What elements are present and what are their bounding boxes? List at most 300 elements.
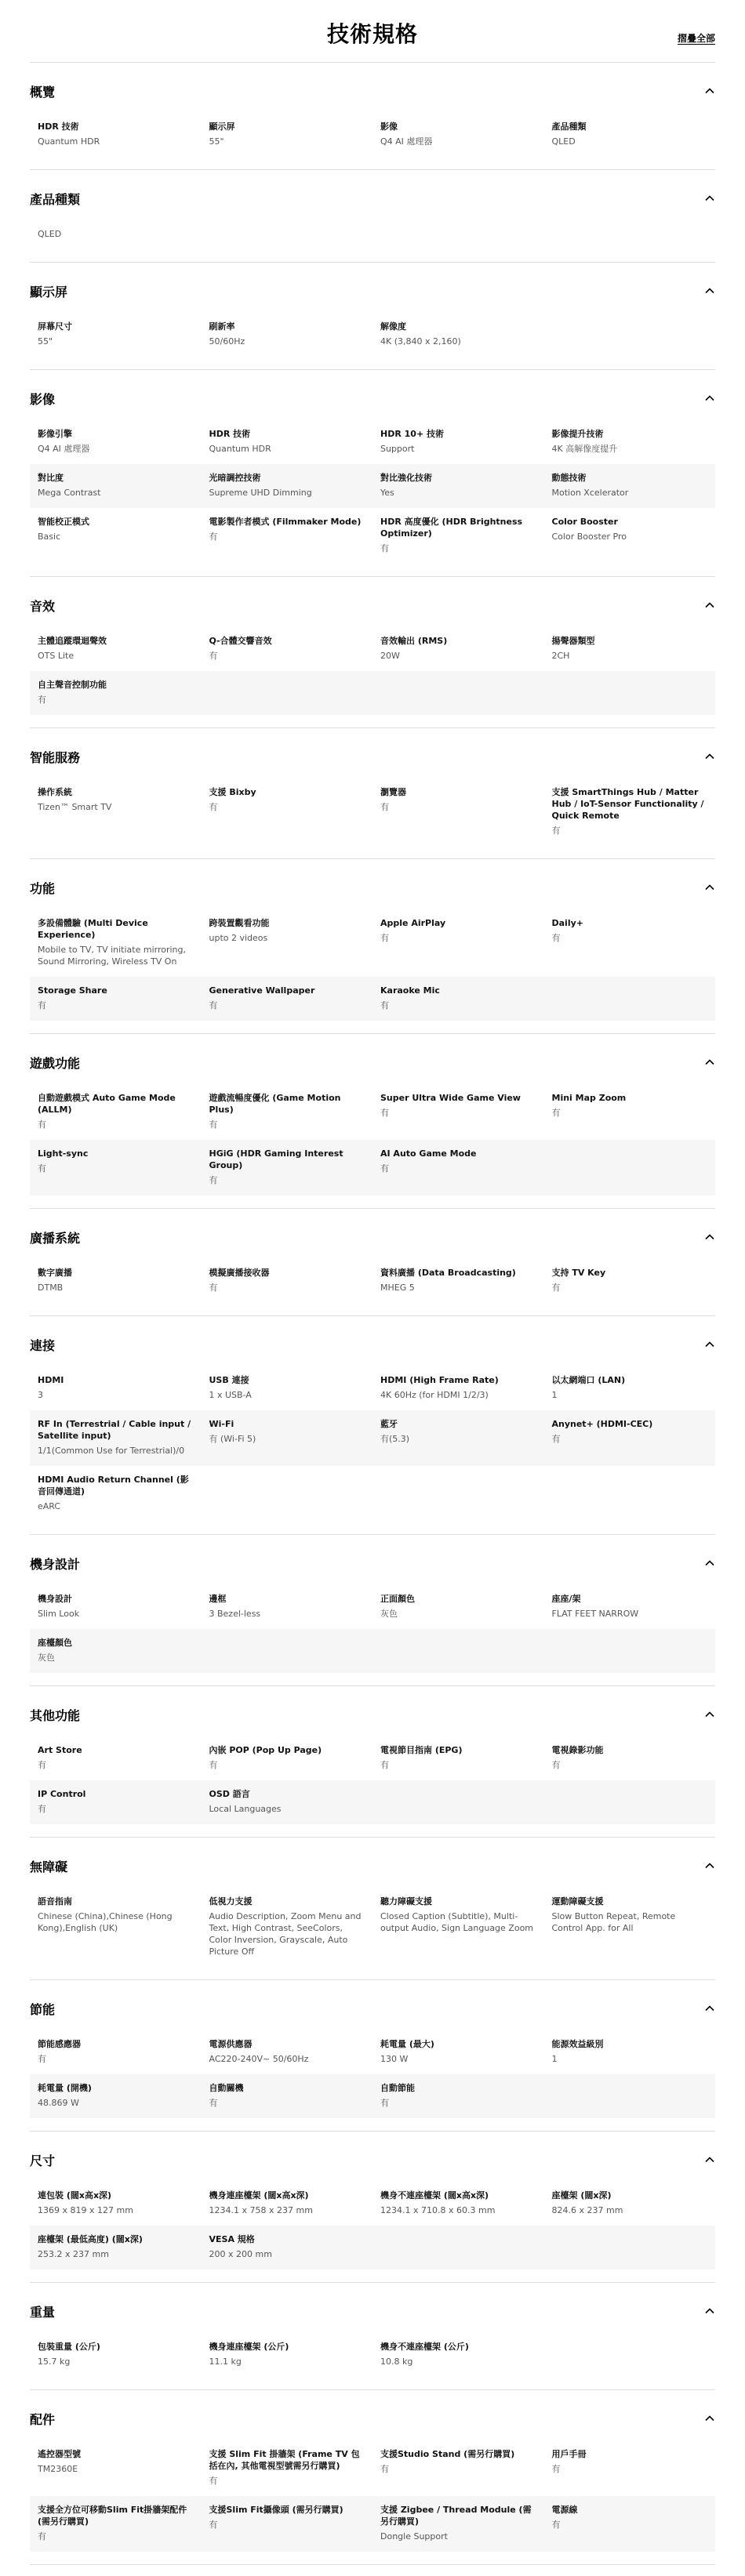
- spec-label: RF In (Terrestrial / Cable input / Satellite input): [38, 1419, 191, 1441]
- spec-item: [209, 1744, 365, 1771]
- chevron-up-icon[interactable]: [704, 882, 715, 893]
- spec-value: Slim Look: [38, 1609, 80, 1619]
- spec-label: 自主聲音控制功能: [38, 680, 107, 690]
- spec-value: 15.7 kg: [38, 2356, 71, 2367]
- spec-item: [380, 1092, 536, 1130]
- spec-label: 遙控器型號: [38, 2449, 81, 2459]
- spec-item: [552, 635, 708, 662]
- spec-item: [38, 1374, 194, 1401]
- spec-label: Apple AirPlay: [380, 918, 446, 928]
- spec-section: [30, 263, 715, 370]
- spec-row: [30, 671, 715, 715]
- spec-value: 1234.1 x 758 x 237 mm: [209, 2205, 313, 2215]
- spec-label: HDMI (High Frame Rate): [380, 1375, 499, 1385]
- spec-item: [380, 516, 536, 554]
- section-title: 音效: [30, 598, 56, 614]
- spec-label: 電源線: [551, 2505, 578, 2515]
- spec-item: [380, 2038, 536, 2065]
- spec-label: 支援 Bixby: [209, 787, 256, 797]
- spec-section: [30, 1535, 715, 1686]
- chevron-up-icon[interactable]: [704, 600, 715, 611]
- spec-item: [38, 1788, 194, 1815]
- spec-item: [38, 786, 194, 836]
- spec-label: 屏幕尺寸: [38, 321, 72, 332]
- spec-row: [30, 1366, 715, 1410]
- spec-item: [38, 985, 194, 1011]
- spec-label: 支援 Zigbee / Thread Module (需另行購買): [380, 2505, 532, 2527]
- spec-item: [38, 2190, 194, 2216]
- section-title: 其他功能: [30, 1707, 81, 1723]
- section-header[interactable]: [30, 1838, 715, 1877]
- section-header[interactable]: [30, 2283, 715, 2322]
- section-header[interactable]: [30, 728, 715, 767]
- spec-item: [552, 2190, 708, 2216]
- spec-item: [38, 1092, 194, 1130]
- spec-item: [38, 472, 194, 499]
- spec-value: upto 2 videos: [209, 933, 268, 943]
- spec-label: 自動關機: [209, 2083, 244, 2093]
- spec-row: [30, 2074, 715, 2118]
- spec-value: 有: [209, 1175, 218, 1185]
- spec-item: [380, 1418, 536, 1457]
- spec-label: USB 連接: [209, 1375, 249, 1385]
- spec-value: 1369 x 819 x 127 mm: [38, 2205, 133, 2215]
- spec-label: 座座/架: [551, 1594, 581, 1604]
- section-header[interactable]: [30, 1316, 715, 1355]
- spec-item: [380, 1267, 536, 1293]
- spec-label: Q-合體交響音效: [209, 636, 272, 646]
- spec-value: 有: [209, 532, 218, 542]
- spec-item: [38, 1418, 194, 1457]
- spec-label: 耗電量 (開機): [38, 2083, 92, 2093]
- spec-item: [38, 428, 194, 455]
- spec-label: 聽力障礙支援: [380, 1896, 432, 1907]
- chevron-up-icon[interactable]: [704, 2306, 715, 2317]
- spec-item: [38, 2341, 194, 2367]
- spec-row: [30, 1629, 715, 1673]
- spec-row: [30, 1736, 715, 1780]
- spec-label: 電視錄影功能: [551, 1745, 604, 1755]
- spec-value: 有: [551, 933, 561, 943]
- spec-item: [380, 635, 536, 662]
- spec-label: 機身不連座檯架 (公斤): [380, 2342, 469, 2352]
- section-header[interactable]: [30, 1209, 715, 1248]
- spec-item: [380, 985, 536, 1011]
- spec-value: 有: [209, 1119, 218, 1130]
- spec-value: 200 x 200 mm: [209, 2249, 272, 2259]
- section-header[interactable]: [30, 1535, 715, 1574]
- spec-value: MHEG 5: [380, 1283, 415, 1293]
- spec-label: 支援Slim Fit攝像頭 (需另行購買): [209, 2505, 343, 2515]
- spec-item: [209, 635, 365, 662]
- spec-value: 有: [38, 1804, 46, 1814]
- spec-item: [380, 472, 536, 499]
- spec-item: [209, 2448, 365, 2487]
- spec-section: [30, 859, 715, 1034]
- spec-value: Supreme UHD Dimming: [209, 488, 312, 498]
- spec-label: Mini Map Zoom: [551, 1093, 627, 1103]
- spec-item: [380, 1593, 536, 1620]
- spec-section: [30, 1838, 715, 1980]
- chevron-up-icon[interactable]: [704, 751, 715, 762]
- spec-label: 對比強化技術: [380, 473, 432, 483]
- spec-label: 揚聲器類型: [551, 636, 595, 646]
- section-header[interactable]: [30, 859, 715, 898]
- spec-section: [30, 170, 715, 263]
- section-title: 連接: [30, 1337, 56, 1353]
- spec-value: Local Languages: [209, 1804, 282, 1814]
- spec-value: 4K 高解像度提升: [551, 444, 618, 454]
- spec-value: Support: [380, 444, 415, 454]
- spec-item: [552, 2038, 708, 2065]
- spec-section: [30, 1209, 715, 1316]
- section-header[interactable]: [30, 577, 715, 616]
- spec-label: 主體追蹤環迴聲效: [38, 636, 107, 646]
- spec-item: [209, 1092, 365, 1130]
- section-header[interactable]: [30, 1980, 715, 2019]
- spec-label: 刷新率: [209, 321, 235, 332]
- spec-label: 座檯架 (最低高度) (闊x深): [38, 2234, 143, 2244]
- section-title: 尺寸: [30, 2153, 56, 2168]
- spec-item: [209, 428, 365, 455]
- section-title: 智能服務: [30, 749, 81, 765]
- section-title: 機身設計: [30, 1556, 81, 1572]
- spec-item: [38, 2233, 194, 2260]
- spec-row: [30, 2030, 715, 2074]
- spec-label: HDR 技術: [38, 122, 79, 132]
- spec-item: [38, 2448, 194, 2487]
- spec-value: 1: [551, 2054, 558, 2064]
- spec-label: HDMI: [38, 1375, 64, 1385]
- spec-item: [552, 516, 708, 554]
- spec-value: Quantum HDR: [209, 444, 271, 454]
- chevron-up-icon[interactable]: [704, 1558, 715, 1569]
- spec-item: [209, 1593, 365, 1620]
- spec-value: Q4 AI 處理器: [38, 444, 90, 454]
- spec-item: [380, 786, 536, 836]
- spec-label: Art Store: [38, 1745, 82, 1755]
- spec-item: [380, 321, 536, 347]
- spec-item: [552, 1092, 708, 1130]
- spec-item: [209, 917, 365, 967]
- spec-item: [552, 428, 708, 455]
- spec-value: 有: [38, 1119, 46, 1130]
- spec-value: DTMB: [38, 1283, 64, 1293]
- spec-item: [552, 2448, 708, 2487]
- spec-value: 有: [551, 1434, 561, 1444]
- spec-value: 有: [209, 2520, 218, 2530]
- spec-row: [30, 977, 715, 1021]
- section-header[interactable]: [30, 263, 715, 302]
- spec-item: [38, 1593, 194, 1620]
- spec-value: AC220-240V~ 50/60Hz: [209, 2054, 309, 2064]
- spec-label: 低視力支援: [209, 1896, 253, 1907]
- spec-row: [30, 2333, 715, 2377]
- spec-item: [209, 2190, 365, 2216]
- spec-label: Super Ultra Wide Game View: [380, 1093, 521, 1103]
- spec-row: [30, 1084, 715, 1140]
- section-title: 功能: [30, 880, 56, 896]
- spec-label: 數字廣播: [38, 1268, 72, 1278]
- spec-value: Yes: [380, 488, 394, 498]
- spec-label: 智能校正模式: [38, 517, 89, 527]
- spec-value: Motion Xcelerator: [551, 488, 629, 498]
- spec-label: 自動遊戲模式 Auto Game Mode (ALLM): [38, 1093, 176, 1115]
- spec-label: 遊戲流暢度優化 (Game Motion Plus): [209, 1093, 341, 1115]
- spec-value: 3: [38, 1390, 43, 1400]
- spec-item: [38, 1637, 194, 1664]
- spec-item: [380, 428, 536, 455]
- spec-item: [209, 2233, 365, 2260]
- spec-value: Closed Caption (Subtitle), Multi-output Audio, Sign Language Zoom: [380, 1911, 534, 1933]
- section-header[interactable]: [30, 1034, 715, 1073]
- spec-item: [38, 1744, 194, 1771]
- spec-value: 824.6 x 237 mm: [551, 2205, 623, 2215]
- spec-item: [209, 1418, 365, 1457]
- spec-label: 支援Studio Stand (需另行購買): [380, 2449, 515, 2459]
- chevron-up-icon[interactable]: [704, 1232, 715, 1243]
- spec-item: [38, 679, 194, 706]
- spec-label: 音效輸出 (RMS): [380, 636, 448, 646]
- spec-value: 50/60Hz: [209, 336, 245, 346]
- page-title: 技術規格: [326, 21, 418, 47]
- section-header[interactable]: [30, 2390, 715, 2429]
- spec-value: 有: [38, 2054, 46, 2064]
- spec-item: [552, 121, 708, 147]
- spec-value: 有: [380, 1163, 389, 1174]
- spec-value: 有: [380, 2464, 389, 2474]
- section-header[interactable]: [30, 1686, 715, 1725]
- section-title: 無障礙: [30, 1859, 68, 1874]
- spec-value: 有: [380, 802, 389, 812]
- spec-label: 產品種類: [551, 122, 587, 132]
- spec-value: 4K (3,840 x 2,160): [380, 336, 461, 346]
- section-header[interactable]: [30, 63, 715, 102]
- spec-value: 有: [551, 1760, 561, 1770]
- spec-value: 有: [209, 1000, 218, 1010]
- spec-item: [380, 1896, 536, 1957]
- chevron-up-icon[interactable]: [704, 1057, 715, 1068]
- spec-item: [38, 635, 194, 662]
- spec-value: Audio Description, Zoom Menu and Text, High Contrast, SeeColors, Color Inversion, Grayscale, Auto Picture Off: [209, 1911, 362, 1957]
- spec-item: [209, 1148, 365, 1186]
- spec-value: 有: [209, 1283, 218, 1293]
- spec-value: 1/1(Common Use for Terrestrial)/0: [38, 1446, 185, 1456]
- spec-item: [38, 2504, 194, 2542]
- section-header[interactable]: [30, 170, 715, 209]
- section-header[interactable]: [30, 370, 715, 409]
- spec-item: [209, 2341, 365, 2367]
- spec-value: 有: [380, 1760, 389, 1770]
- chevron-up-icon[interactable]: [704, 1709, 715, 1720]
- section-title: 影像: [30, 391, 56, 407]
- spec-item: [380, 2448, 536, 2487]
- spec-label: HDR 10+ 技術: [380, 429, 444, 439]
- spec-item: [552, 1744, 708, 1771]
- spec-value: 有: [380, 1000, 389, 1010]
- chevron-up-icon[interactable]: [704, 2154, 715, 2165]
- spec-value: 有: [38, 695, 46, 705]
- spec-value: 灰色: [38, 1653, 55, 1663]
- spec-row: [30, 2496, 715, 2552]
- spec-value: Slow Button Repeat, Remote Control App. for All: [551, 1911, 676, 1933]
- spec-label: 語音指南: [38, 1896, 72, 1907]
- spec-value: 有: [209, 1760, 218, 1770]
- chevron-up-icon[interactable]: [704, 2003, 715, 2014]
- spec-value: 55": [38, 336, 53, 346]
- spec-value: 有: [380, 2098, 389, 2108]
- spec-label: 節能感應器: [38, 2039, 81, 2049]
- spec-label: 機身設計: [38, 1594, 72, 1604]
- spec-label: 影像: [380, 122, 398, 132]
- spec-row: [30, 313, 715, 357]
- spec-label: 支援全方位可移動Slim Fit掛牆架配件 (需另行購買): [38, 2505, 187, 2527]
- spec-label: HDMI Audio Return Channel (影音回傳通道): [38, 1475, 189, 1497]
- spec-value: Chinese (China),Chinese (Hong Kong),English (UK): [38, 1911, 173, 1933]
- spec-value: 130 W: [380, 2054, 409, 2064]
- spec-row: [30, 1888, 715, 1967]
- spec-label: AI Auto Game Mode: [380, 1148, 477, 1159]
- spec-row: [30, 1259, 715, 1303]
- spec-section: [30, 728, 715, 859]
- spec-section: [30, 2390, 715, 2565]
- spec-value: 4K 60Hz (for HDMI 1/2/3): [380, 1390, 489, 1400]
- spec-label: 瀏覽器: [380, 787, 406, 797]
- spec-item: [552, 1896, 708, 1957]
- spec-section: [30, 370, 715, 577]
- spec-label: 連包裝 (闊x高x深): [38, 2190, 112, 2200]
- spec-label: OSD 語言: [209, 1789, 250, 1799]
- spec-value: 10.8 kg: [380, 2356, 413, 2367]
- spec-item: [380, 2190, 536, 2216]
- chevron-up-icon[interactable]: [704, 393, 715, 404]
- chevron-up-icon[interactable]: [704, 1339, 715, 1350]
- spec-section: [30, 577, 715, 728]
- spec-label: 座檯顏色: [38, 1638, 72, 1648]
- spec-label: Color Booster: [551, 517, 618, 527]
- spec-value: 3 Bezel-less: [209, 1609, 261, 1619]
- spec-item: [38, 917, 194, 967]
- spec-label: 顯示屏: [209, 122, 235, 132]
- spec-row: [30, 1410, 715, 1466]
- spec-row: [30, 420, 715, 464]
- spec-item: [209, 121, 365, 147]
- spec-value: 1 x USB-A: [209, 1390, 252, 1400]
- spec-value: 55": [209, 136, 224, 147]
- spec-value: 20W: [380, 651, 400, 661]
- spec-row: [30, 2182, 715, 2226]
- spec-value: 灰色: [380, 1609, 398, 1619]
- spec-label: 機身不連座檯架 (闊x高x深): [380, 2190, 489, 2200]
- spec-item: [209, 472, 365, 499]
- collapse-all-link[interactable]: 摺疊全部: [677, 33, 715, 44]
- spec-value: Dongle Support: [380, 2531, 448, 2542]
- section-header[interactable]: [30, 2132, 715, 2171]
- spec-item: [552, 1374, 708, 1401]
- spec-value: Tizen™ Smart TV: [38, 802, 112, 812]
- spec-item: [38, 321, 194, 347]
- spec-value: 有: [38, 2531, 46, 2542]
- spec-item: [552, 1267, 708, 1293]
- spec-label: 支持 TV Key: [551, 1268, 606, 1278]
- section-title: 節能: [30, 2001, 56, 2017]
- spec-label: Anynet+ (HDMI-CEC): [551, 1419, 653, 1429]
- spec-row: [30, 2440, 715, 2496]
- spec-label: 耗電量 (最大): [380, 2039, 434, 2049]
- spec-value: 有(5.3): [380, 1434, 410, 1444]
- spec-label: Light-sync: [38, 1148, 89, 1159]
- spec-label: 電視節目指南 (EPG): [380, 1745, 463, 1755]
- chevron-up-icon[interactable]: [704, 1860, 715, 1871]
- spec-row: [30, 1140, 715, 1195]
- chevron-up-icon[interactable]: [704, 285, 715, 296]
- spec-item: [552, 472, 708, 499]
- spec-value: 有: [209, 802, 218, 812]
- spec-row: [30, 1780, 715, 1824]
- spec-value: Mobile to TV, TV initiate mirroring, Sound Mirroring, Wireless TV On: [38, 945, 187, 967]
- spec-value: 有: [551, 2464, 561, 2474]
- spec-item: [38, 2082, 194, 2109]
- spec-label: 內嵌 POP (Pop Up Page): [209, 1745, 322, 1755]
- spec-value: 11.1 kg: [209, 2356, 242, 2367]
- spec-item: [380, 2082, 536, 2109]
- spec-item: [380, 2504, 536, 2542]
- section-title: 配件: [30, 2411, 56, 2427]
- spec-value: QLED: [551, 136, 576, 147]
- spec-item: [209, 985, 365, 1011]
- spec-value: 2CH: [551, 651, 570, 661]
- spec-label: 影像提升技術: [551, 429, 604, 439]
- spec-sections: [30, 63, 715, 2565]
- spec-value: 有: [380, 933, 389, 943]
- spec-value: 253.2 x 237 mm: [38, 2249, 109, 2259]
- spec-item: [209, 2082, 365, 2109]
- spec-label: Generative Wallpaper: [209, 985, 315, 996]
- section-title: 顯示屏: [30, 284, 68, 299]
- spec-label: 多設備體驗 (Multi Device Experience): [38, 918, 148, 940]
- chevron-up-icon[interactable]: [704, 193, 715, 204]
- chevron-up-icon[interactable]: [704, 85, 715, 96]
- spec-row: [30, 909, 715, 977]
- spec-label: 自動節能: [380, 2083, 415, 2093]
- spec-item: [38, 1267, 194, 1293]
- spec-item: [209, 321, 365, 347]
- spec-value: 有: [380, 543, 389, 553]
- spec-label: VESA 規格: [209, 2234, 255, 2244]
- spec-label: 資料廣播 (Data Broadcasting): [380, 1268, 516, 1278]
- spec-value: 有: [551, 825, 561, 836]
- spec-label: 座檯架 (闊x深): [551, 2190, 612, 2200]
- spec-label: HDR 技術: [209, 429, 251, 439]
- spec-value: eARC: [38, 1501, 61, 1511]
- spec-item: [38, 516, 194, 554]
- chevron-up-icon[interactable]: [704, 2413, 715, 2424]
- spec-item: [380, 1744, 536, 1771]
- spec-value: 48.869 W: [38, 2098, 79, 2108]
- spec-label: 對比度: [38, 473, 64, 483]
- spec-label: Storage Share: [38, 985, 107, 996]
- spec-item: [209, 516, 365, 554]
- spec-label: 藍牙: [380, 1419, 398, 1429]
- spec-label: 正面顏色: [380, 1594, 415, 1604]
- spec-item: [380, 917, 536, 967]
- spec-value: 有: [380, 1108, 389, 1118]
- spec-section: [30, 63, 715, 170]
- spec-label: HGiG (HDR Gaming Interest Group): [209, 1148, 343, 1170]
- spec-value: OTS Lite: [38, 651, 74, 661]
- spec-value: 有: [38, 1760, 46, 1770]
- spec-label: 跨裝置觀看功能: [209, 918, 270, 928]
